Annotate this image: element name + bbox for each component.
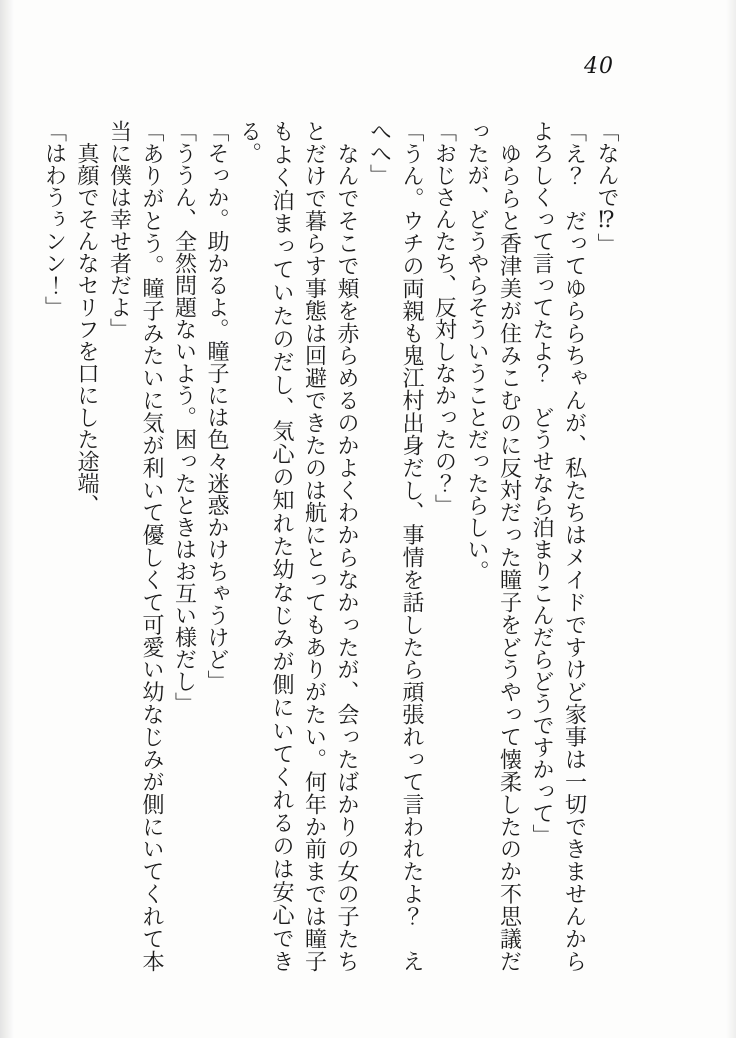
paragraph: 「おじさんたち、反対しなかったの？」 bbox=[431, 120, 457, 516]
paragraph: 「ううん、全然問題ないよう。困ったときはお互い様だし」 bbox=[171, 120, 197, 714]
paragraph: ゆららと香津美が住みこむのに反対だった瞳子をどうやって懐柔したのか不思議だったが、どうやらそういうことだったらしい。 bbox=[464, 120, 522, 972]
paragraph: 「ありがとう。瞳子みたいに気が利いて優しくて可愛い幼なじみが側にいてくれて本当に僕は幸せ者だよ」 bbox=[106, 120, 164, 973]
text-block bbox=[37, 120, 622, 972]
page-edge-shading-right bbox=[726, 0, 736, 1038]
paragraph: 「うん。ウチの両親も鬼江村出身だし、事情を話したら頑張れって言われたよ？ えへへ」 bbox=[366, 120, 424, 972]
page-edge-shading-left bbox=[0, 0, 14, 1038]
paragraph: 真顔でそんなセリフを口にした途端、 bbox=[74, 120, 99, 516]
paragraph: 「はわうぅンン！」 bbox=[41, 120, 67, 318]
paragraph: なんでそこで頬を赤らめるのかよくわからなかったが、会ったばかりの女の子たちとだけで暮らす事態は回避できたのは航にとってもありがたい。何年か前までは瞳子もよく泊まっていたのだし、気心の知れた幼なじみが側にいてくれるのは安心できる。 bbox=[236, 120, 359, 973]
paragraph: 「そっか。助かるよ。瞳子には色々迷惑かけちゃうけど」 bbox=[204, 120, 229, 692]
page-number: 40 bbox=[584, 54, 614, 79]
paragraph: 「なんで⁉」 bbox=[594, 120, 619, 255]
paragraph: 「え？ だってゆららちゃんが、私たちはメイドですけど家事は一切できませんからよろしくって言ってたよ？ どうせなら泊まりこんだらどうですかって」 bbox=[529, 120, 587, 973]
